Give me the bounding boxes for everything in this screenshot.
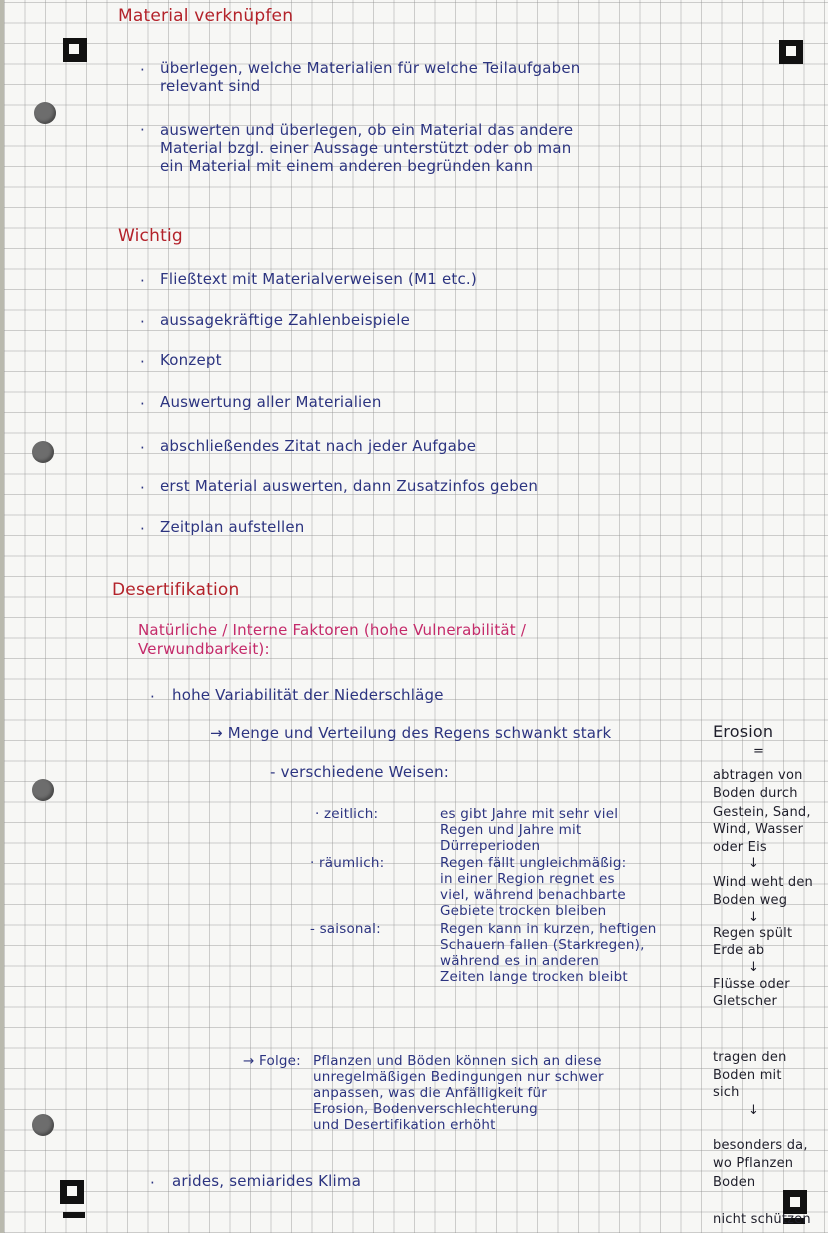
- bullet: ·: [140, 272, 145, 290]
- subheading-line: Verwundbarkeit):: [138, 640, 270, 658]
- bullet: ·: [140, 61, 145, 79]
- note-line: es gibt Jahre mit sehr viel: [440, 806, 619, 822]
- note-line: Zeiten lange trocken bleibt: [440, 969, 628, 985]
- bullet: ·: [140, 395, 145, 413]
- punch-hole-1: [34, 102, 56, 124]
- note-line: auswerten und überlegen, ob ein Material das andere: [160, 121, 574, 139]
- sidebar-line: oder Eis: [713, 840, 767, 855]
- punch-hole-3: [32, 779, 54, 801]
- heading-desertifikation: Desertifikation: [112, 580, 240, 600]
- sidebar-line: tragen den: [713, 1050, 787, 1065]
- note-line: Fließtext mit Materialverweisen (M1 etc.): [160, 270, 477, 288]
- heading-material-verknuepfen: Material verknüpfen: [118, 6, 294, 26]
- note-line: Regen kann in kurzen, heftigen: [440, 921, 657, 937]
- note-line: viel, während benachbarte: [440, 887, 626, 903]
- scan-marker-bar-bottom-left: [63, 1212, 85, 1218]
- sidebar-line: Wind weht den: [713, 875, 813, 890]
- scan-marker-icon-bottom-left: [60, 1180, 84, 1204]
- note-line: relevant sind: [160, 77, 261, 95]
- label-saisonal: - saisonal:: [310, 921, 381, 937]
- sidebar-line: Erde ab: [713, 943, 765, 958]
- note-line: Schauern fallen (Starkregen),: [440, 937, 645, 953]
- sidebar-line: Regen spült: [713, 926, 793, 941]
- sidebar-line: Wind, Wasser: [713, 822, 804, 837]
- note-line: ein Material mit einem anderen begründen kann: [160, 157, 534, 175]
- sidebar-line: nicht schützen: [713, 1212, 811, 1227]
- scan-marker-icon-top-left: [63, 38, 87, 62]
- subheading-line: Natürliche / Interne Faktoren (hohe Vulnerabilität /: [138, 621, 527, 639]
- punch-hole-2: [32, 441, 54, 463]
- bullet: ·: [140, 353, 145, 371]
- sidebar-eq: =: [753, 744, 765, 759]
- label-zeitlich: · zeitlich:: [315, 806, 379, 822]
- note-line: überlegen, welche Materialien für welche Teilaufgaben: [160, 59, 581, 77]
- note-line: Regen und Jahre mit: [440, 822, 582, 838]
- notebook-edge: [0, 0, 4, 1233]
- label-folge: → Folge:: [243, 1053, 301, 1069]
- sidebar-line: abtragen von: [713, 768, 803, 783]
- arrow-down-icon: ↓: [748, 856, 760, 871]
- bullet: ·: [140, 313, 145, 331]
- note-line: abschließendes Zitat nach jeder Aufgabe: [160, 437, 477, 455]
- sidebar-line: Boden durch: [713, 786, 798, 801]
- note-line: hohe Variabilität der Niederschläge: [172, 686, 444, 704]
- note-line: Material bzgl. einer Aussage unterstützt oder ob man: [160, 139, 572, 157]
- note-line: arides, semiarides Klima: [172, 1172, 362, 1190]
- sidebar-line: Boden mit: [713, 1068, 782, 1083]
- note-line: Dürreperioden: [440, 838, 541, 854]
- note-line: - verschiedene Weisen:: [270, 763, 450, 781]
- note-line: anpassen, was die Anfälligkeit für: [313, 1085, 548, 1101]
- sidebar-line: Gestein, Sand,: [713, 805, 811, 820]
- note-line: Regen fällt ungleichmäßig:: [440, 855, 627, 871]
- note-line: Erosion, Bodenverschlechterung: [313, 1101, 538, 1117]
- note-line: während es in anderen: [440, 953, 600, 969]
- sidebar-line: Gletscher: [713, 994, 778, 1009]
- note-line: Zeitplan aufstellen: [160, 518, 305, 536]
- note-line: Pflanzen und Böden können sich an diese: [313, 1053, 602, 1069]
- sidebar-line: wo Pflanzen: [713, 1156, 794, 1171]
- note-line: und Desertifikation erhöht: [313, 1117, 496, 1133]
- scan-marker-icon-bottom-right: [783, 1190, 807, 1214]
- sidebar-line: besonders da,: [713, 1138, 808, 1153]
- scan-marker-icon-top-right: [779, 40, 803, 64]
- label-raeumlich: · räumlich:: [310, 855, 385, 871]
- bullet: ·: [140, 520, 145, 538]
- bullet: ·: [140, 439, 145, 457]
- note-line: erst Material auswerten, dann Zusatzinfos geben: [160, 477, 539, 495]
- punch-hole-4: [32, 1114, 54, 1136]
- bullet: ·: [150, 1174, 155, 1192]
- note-line: in einer Region regnet es: [440, 871, 615, 887]
- note-line: unregelmäßigen Bedingungen nur schwer: [313, 1069, 604, 1085]
- sidebar-line: Flüsse oder: [713, 977, 790, 992]
- arrow-down-icon: ↓: [748, 1103, 760, 1118]
- note-line: Auswertung aller Materialien: [160, 393, 382, 411]
- note-line: → Menge und Verteilung des Regens schwankt stark: [210, 724, 612, 742]
- arrow-down-icon: ↓: [748, 960, 760, 975]
- note-line: aussagekräftige Zahlenbeispiele: [160, 311, 411, 329]
- sidebar-line: Boden: [713, 1175, 756, 1190]
- bullet: ·: [150, 688, 155, 706]
- arrow-down-icon: ↓: [748, 910, 760, 925]
- bullet: ·: [140, 121, 145, 139]
- note-line: Gebiete trocken bleiben: [440, 903, 607, 919]
- sidebar-line: Boden weg: [713, 893, 788, 908]
- bullet: ·: [140, 479, 145, 497]
- note-line: Konzept: [160, 351, 222, 369]
- sidebar-line: sich: [713, 1085, 740, 1100]
- heading-wichtig: Wichtig: [118, 226, 183, 246]
- sidebar-title-erosion: Erosion: [713, 722, 774, 741]
